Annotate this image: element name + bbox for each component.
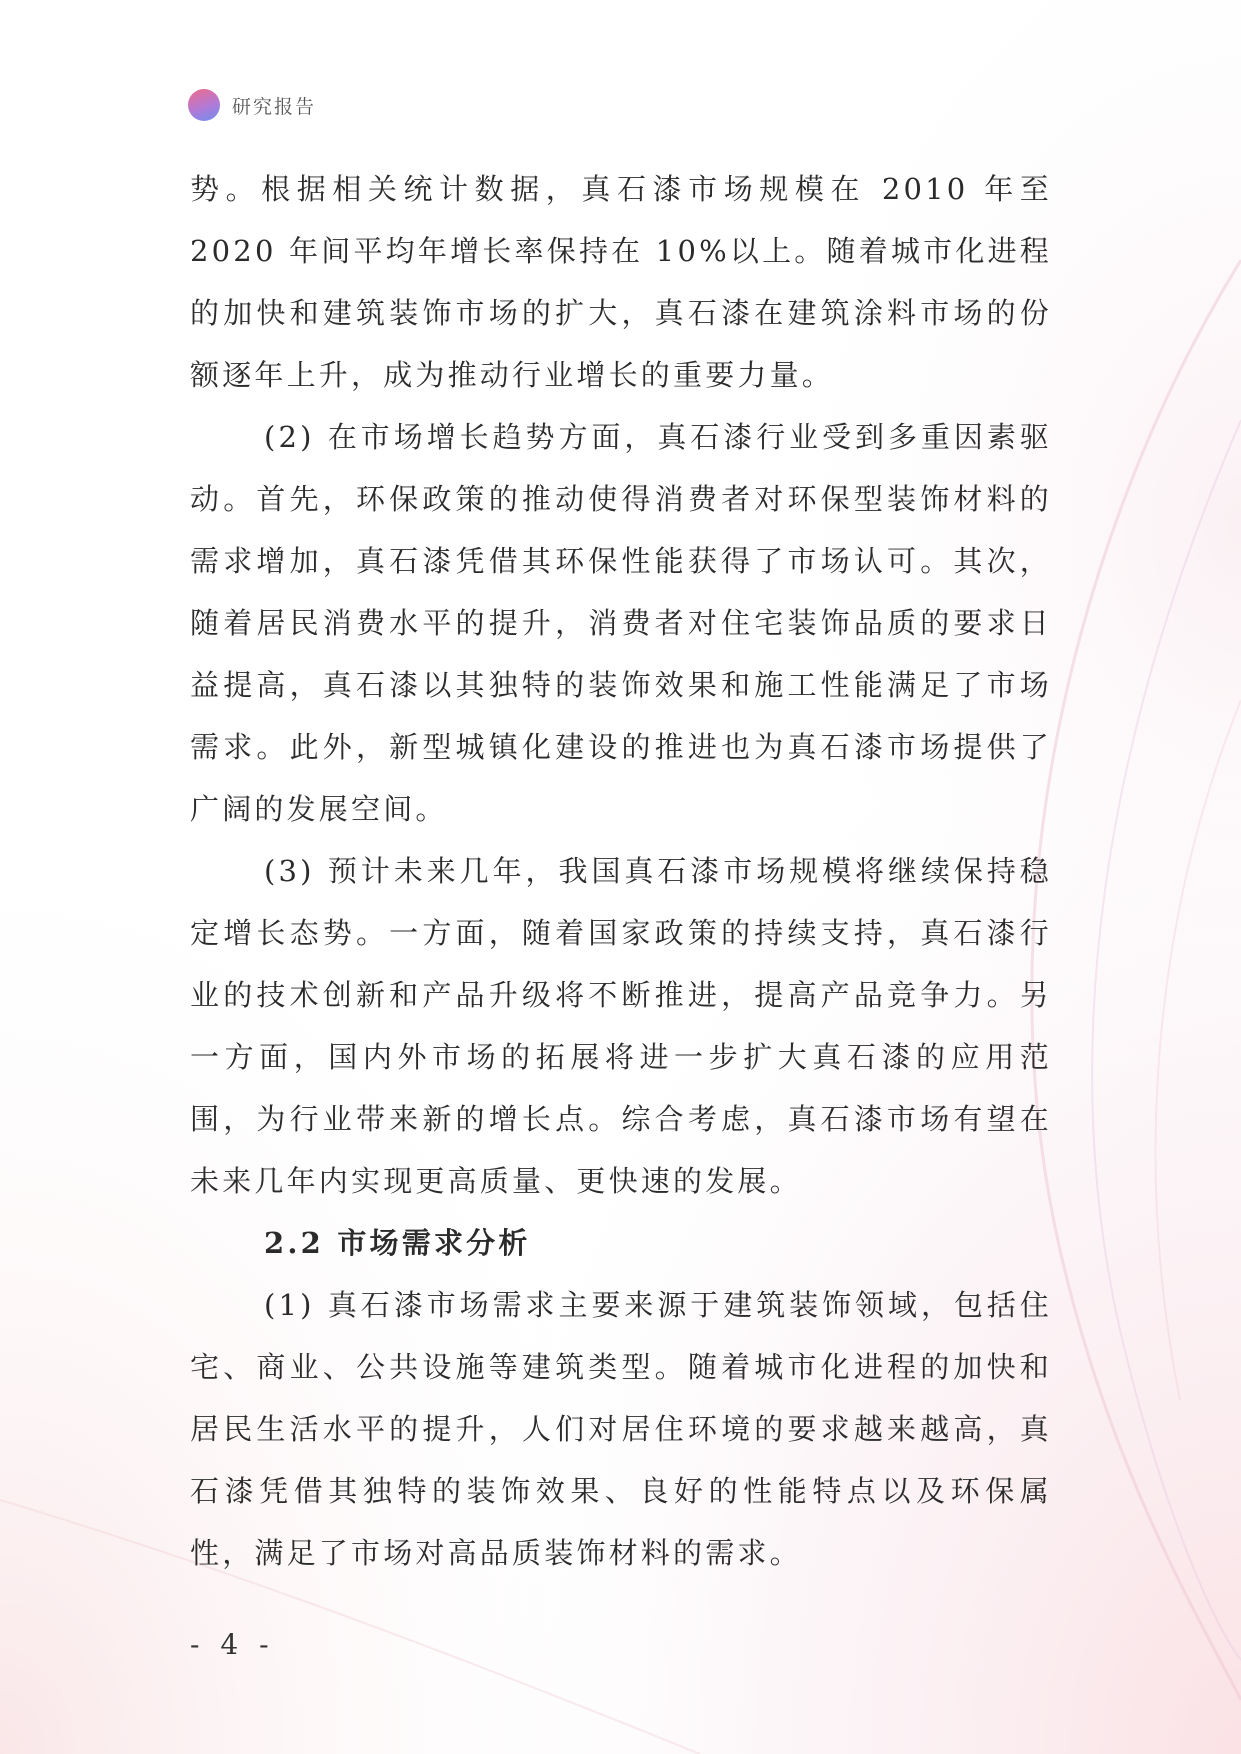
document-body <box>190 158 1052 1584</box>
header-title: 研究报告 <box>232 95 317 118</box>
body-paragraph-demand: (1) 真石漆市场需求主要来源于建筑装饰领域，包括住宅、商业、公共设施等建筑类型。随着城市化进程的加快和居民生活水平的提升，人们对居住环境的要求越来越高，真石漆凭借其独特的装饰效果、良好的性能特点以及环保属性，满足了市场对高品质装饰材料的需求。 <box>190 1288 1052 1570</box>
page-number: - 4 - <box>190 1628 275 1661</box>
body-paragraph-forecast: (3) 预计未来几年，我国真石漆市场规模将继续保持稳定增长态势。一方面，随着国家政策的持续支持，真石漆行业的技术创新和产品升级将不断推进，提高产品竞争力。另一方面，国内外市场的拓展将进一步扩大真石漆的应用范围，为行业带来新的增长点。综合考虑，真石漆市场有望在未来几年内实现更高质量、更快速的发展。 <box>190 854 1052 1198</box>
page-header <box>188 88 316 122</box>
section-heading: 2.2 市场需求分析 <box>264 1226 531 1260</box>
report-logo-icon <box>188 89 220 121</box>
body-paragraph-growth-trend: (2) 在市场增长趋势方面，真石漆行业受到多重因素驱动。首先，环保政策的推动使得消费者对环保型装饰材料的需求增加，真石漆凭借其环保性能获得了市场认可。其次，随着居民消费水平的提升，消费者对住宅装饰品质的要求日益提高，真石漆以其独特的装饰效果和施工性能满足了市场需求。此外，新型城镇化建设的推进也为真石漆市场提供了广阔的发展空间。 <box>190 420 1052 826</box>
body-paragraph-continued: 势。根据相关统计数据，真石漆市场规模在 2010 年至 2020 年间平均年增长率保持在 10%以上。随着城市化进程的加快和建筑装饰市场的扩大，真石漆在建筑涂料市场的份额逐年上升，成为推动行业增长的重要力量。 <box>190 172 1052 392</box>
